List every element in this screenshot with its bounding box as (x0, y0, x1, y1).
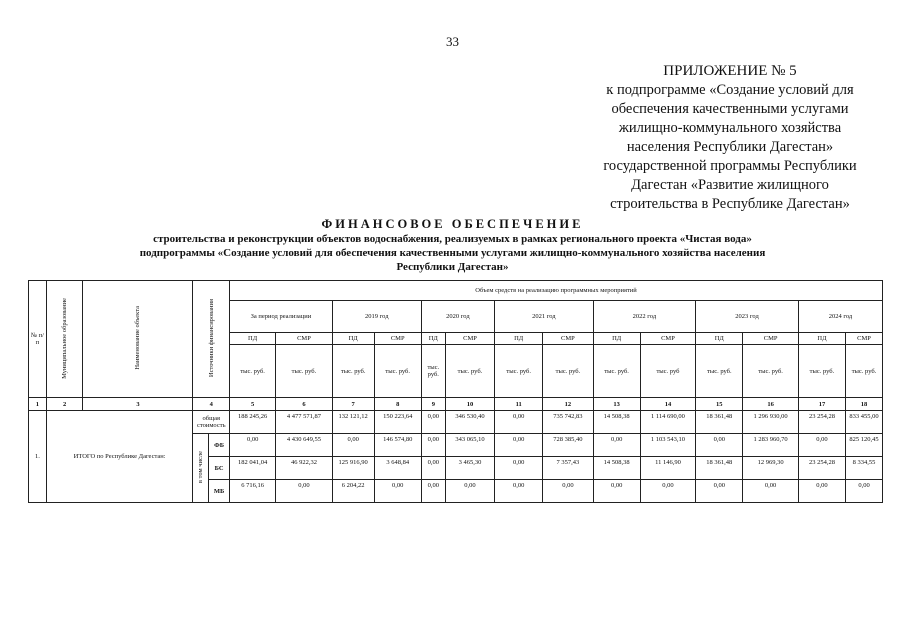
cell: 0,00 (276, 480, 333, 503)
header-period: 2023 год (696, 301, 799, 333)
cell: 0,00 (495, 411, 543, 434)
cell: 146 574,80 (374, 434, 421, 457)
cell: 1 114 690,00 (640, 411, 696, 434)
source-bs: БС (209, 457, 230, 480)
cell: 6 716,16 (230, 480, 276, 503)
col-number: 1 (29, 398, 47, 411)
cell: 728 385,40 (543, 434, 593, 457)
col-number: 15 (696, 398, 743, 411)
appendix-title: ПРИЛОЖЕНИЕ № 5 (663, 63, 797, 79)
cell: 0,00 (495, 480, 543, 503)
cell: 4 430 649,55 (276, 434, 333, 457)
source-total: общая стоимость (193, 411, 230, 434)
col-number: 14 (640, 398, 696, 411)
col-number: 9 (421, 398, 445, 411)
cell: 46 922,32 (276, 457, 333, 480)
funding-table (28, 280, 883, 503)
page-number: 33 (446, 34, 459, 49)
appendix-line: жилищно-коммунального хозяйства (618, 120, 842, 136)
cell: 735 742,83 (543, 411, 593, 434)
appendix-line: обеспечения качественными услугами (611, 101, 849, 117)
header-municipality (46, 281, 83, 398)
cell: 0,00 (798, 480, 845, 503)
header-unit: тыс. руб. (276, 345, 333, 398)
header-smr: СМР (743, 333, 799, 345)
cell: 0,00 (696, 480, 743, 503)
header-pd: ПД (332, 333, 374, 345)
col-number: 18 (846, 398, 883, 411)
cell: 1 296 930,00 (743, 411, 799, 434)
header-smr: СМР (445, 333, 494, 345)
col-number: 12 (543, 398, 593, 411)
source-mb: МБ (209, 480, 230, 503)
col-number: 7 (332, 398, 374, 411)
col-number: 8 (374, 398, 421, 411)
col-number: 3 (83, 398, 193, 411)
title-subline: строительства и реконструкции объектов водоснабжения, реализуемых в рамках регионального проекта «Чистая вода» (153, 233, 752, 245)
header-unit: тыс. руб. (593, 345, 640, 398)
cell: 150 223,64 (374, 411, 421, 434)
header-unit: тыс. руб. (495, 345, 543, 398)
header-period: 2019 год (332, 301, 421, 333)
header-unit: тыс. руб. (421, 345, 445, 398)
cell: 188 245,26 (230, 411, 276, 434)
header-unit: тыс. руб. (846, 345, 883, 398)
col-number: 13 (593, 398, 640, 411)
header-pd: ПД (696, 333, 743, 345)
cell: 0,00 (743, 480, 799, 503)
header-object-text: Наименование объекта (134, 306, 142, 370)
appendix-line: населения Республики Дагестан» (626, 139, 834, 155)
cell: 14 508,38 (593, 457, 640, 480)
cell: 0,00 (846, 480, 883, 503)
table-row (29, 411, 883, 434)
cell: 18 361,48 (696, 457, 743, 480)
incl-label-text: в том числе (197, 450, 205, 484)
header-period: 2020 год (421, 301, 494, 333)
col-number: 10 (445, 398, 494, 411)
cell: 11 146,90 (640, 457, 696, 480)
cell: 0,00 (640, 480, 696, 503)
cell: 0,00 (593, 434, 640, 457)
cell: 182 041,04 (230, 457, 276, 480)
cell: 346 530,40 (445, 411, 494, 434)
cell: 0,00 (543, 480, 593, 503)
cell: 4 477 571,87 (276, 411, 333, 434)
col-number: 4 (193, 398, 230, 411)
cell: 3 465,30 (445, 457, 494, 480)
title-heading: ФИНАНСОВОЕ ОБЕСПЕЧЕНИЕ (321, 217, 584, 231)
cell: 0,00 (495, 434, 543, 457)
appendix-line: строительства в Республике Дагестан» (610, 196, 850, 212)
cell: 0,00 (798, 434, 845, 457)
appendix-line: к подпрограмме «Создание условий для (606, 82, 854, 98)
cell: 0,00 (495, 457, 543, 480)
header-period: 2021 год (495, 301, 593, 333)
header-unit: тыс. руб (640, 345, 696, 398)
header-object (83, 281, 193, 398)
header-source (193, 281, 230, 398)
col-number: 6 (276, 398, 333, 411)
cell: 0,00 (374, 480, 421, 503)
cell: 343 065,10 (445, 434, 494, 457)
header-pd: ПД (495, 333, 543, 345)
cell: 132 121,12 (332, 411, 374, 434)
itogo-label: ИТОГО по Республике Дагестан: (46, 411, 193, 503)
header-unit: тыс. руб. (543, 345, 593, 398)
cell: 23 254,28 (798, 411, 845, 434)
cell: 23 254,28 (798, 457, 845, 480)
cell: 12 969,30 (743, 457, 799, 480)
title-subline: подпрограммы «Создание условий для обеспечения качественными услугами жилищно-коммунального хозяйства населения (139, 247, 766, 259)
header-municipality-text: Муниципальное образование (61, 297, 69, 379)
cell: 0,00 (593, 480, 640, 503)
cell: 0,00 (445, 480, 494, 503)
header-pd: ПД (421, 333, 445, 345)
col-number: 17 (798, 398, 845, 411)
cell: 3 648,84 (374, 457, 421, 480)
cell: 0,00 (696, 434, 743, 457)
header-smr: СМР (276, 333, 333, 345)
header-source-text: Источники финансирования (207, 298, 215, 378)
cell: 0,00 (421, 457, 445, 480)
cell: 0,00 (332, 434, 374, 457)
title-subline: Республики Дагестан» (396, 261, 509, 273)
cell: 825 120,45 (846, 434, 883, 457)
cell: 8 334,55 (846, 457, 883, 480)
header-smr: СМР (374, 333, 421, 345)
header-unit: тыс. руб. (332, 345, 374, 398)
header-funding-total: Объем средств на реализацию программных мероприятий (230, 281, 883, 301)
header-period: 2022 год (593, 301, 696, 333)
cell: 0,00 (230, 434, 276, 457)
document-title (40, 216, 865, 274)
cell: 125 916,90 (332, 457, 374, 480)
appendix-block (585, 62, 875, 214)
header-unit: тыс. руб. (743, 345, 799, 398)
header-pd: ПД (593, 333, 640, 345)
row-number: 1. (29, 411, 47, 503)
appendix-line: Дагестан «Развитие жилищного (631, 177, 829, 193)
header-unit: тыс. руб. (798, 345, 845, 398)
col-number: 2 (46, 398, 83, 411)
cell: 18 361,48 (696, 411, 743, 434)
header-num: № п/п (29, 281, 47, 398)
header-period: За период реализации (230, 301, 333, 333)
cell: 0,00 (421, 434, 445, 457)
cell: 1 103 543,10 (640, 434, 696, 457)
col-number: 11 (495, 398, 543, 411)
cell: 0,00 (421, 411, 445, 434)
cell: 7 357,43 (543, 457, 593, 480)
header-unit: тыс. руб. (374, 345, 421, 398)
incl-label (193, 434, 209, 503)
header-pd: ПД (798, 333, 845, 345)
header-pd: ПД (230, 333, 276, 345)
header-unit: тыс. руб. (445, 345, 494, 398)
header-unit: тыс. руб. (696, 345, 743, 398)
header-smr: СМР (543, 333, 593, 345)
header-period: 2024 год (798, 301, 882, 333)
cell: 0,00 (421, 480, 445, 503)
cell: 833 455,00 (846, 411, 883, 434)
header-smr: СМР (846, 333, 883, 345)
col-number: 5 (230, 398, 276, 411)
appendix-line: государственной программы Республики (603, 158, 857, 174)
cell: 14 508,38 (593, 411, 640, 434)
source-fb: ФБ (209, 434, 230, 457)
header-smr: СМР (640, 333, 696, 345)
col-number: 16 (743, 398, 799, 411)
cell: 1 283 960,70 (743, 434, 799, 457)
cell: 6 204,22 (332, 480, 374, 503)
header-unit: тыс. руб. (230, 345, 276, 398)
